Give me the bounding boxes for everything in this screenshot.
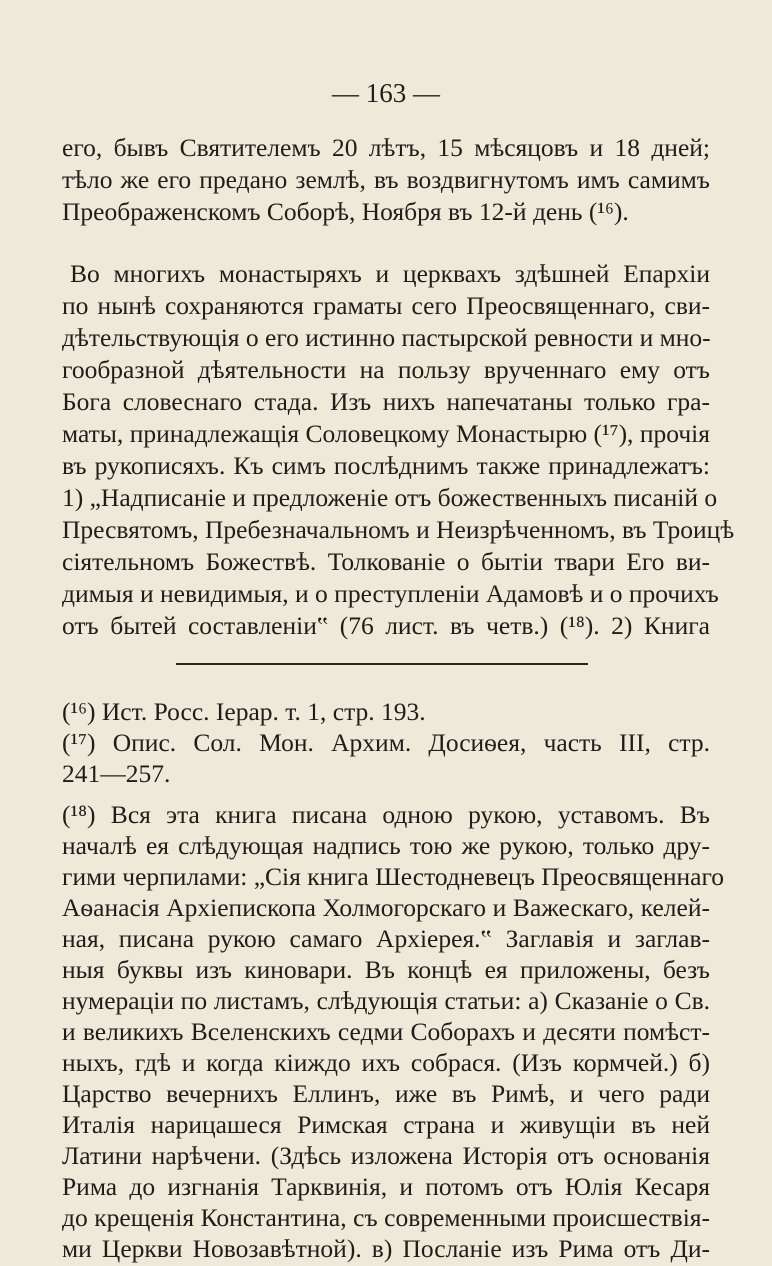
text-line: сіятельномъ Божествѣ. Толкованіе о бытіи твари Его ви- [62, 547, 710, 576]
text-line: гообразной дѣятельности на пользу врученнаго ему отъ [62, 355, 710, 384]
footnote-line: ная, писана рукою самаго Архіерея.‟ Заглавія и заглав- [62, 924, 710, 953]
text-line: Бога словеснаго стада. Изъ нихъ напечатаны только гра- [62, 387, 710, 416]
footnote-line: до крещенія Константина, съ современными происшествія- [62, 1203, 710, 1232]
footnote-line: Латини нарѣчени. (Здѣсь изложена Исторія отъ основанія [62, 1141, 710, 1170]
text-line: Преображенскомъ Соборѣ, Ноября въ 12-й день (¹⁶). [62, 197, 629, 226]
text-line: Во многихъ монастыряхъ и церквахъ здѣшней Епархіи [70, 259, 710, 288]
text-line: его, бывъ Святителемъ 20 лѣтъ, 15 мѣсяцовъ и 18 дней; [62, 133, 710, 162]
footnote-line: (¹⁶) Ист. Росс. Іерар. т. 1, стр. 193. [62, 697, 426, 726]
text-line: дѣтельствующія о его истинно пастырской ревности и мно- [62, 323, 711, 352]
footnote-line: и великихъ Вселенскихъ седми Соборахъ и десяти помѣст- [62, 1017, 710, 1046]
footnote-line: нумераціи по листамъ, слѣдующія статьи: а) Сказаніе о Св. [62, 986, 710, 1015]
footnotes [62, 696, 725, 1264]
main-text-para-2 [62, 258, 735, 642]
text-line: по нынѣ сохраняются граматы сего Преосвященнаго, сви- [62, 291, 710, 320]
footnote-line: Царство вечернихъ Еллинъ, иже въ Римѣ, и чего ради [62, 1079, 710, 1108]
footnote-line: началѣ ея слѣдующая надпись тою же рукою, только дру- [62, 831, 710, 860]
page-number: — 163 — [332, 78, 440, 108]
text-line: 1) „Надписаніе и предложеніе отъ божественныхъ писаній о [62, 483, 718, 512]
main-text-para-1 [62, 132, 710, 228]
text-line: Пресвятомъ, Пребезначальномъ и Неизрѣченномъ, въ Троицѣ [62, 515, 735, 544]
text-line: маты, принадлежащія Соловецкому Монастырю (¹⁷), прочія [62, 419, 710, 448]
text-line: тѣло же его предано землѣ, въ воздвигнутомъ имъ самимъ [62, 165, 710, 194]
footnote-line: ныхъ, гдѣ и когда кіиждо ихъ собрася. (Изъ кормчей.) б) [62, 1048, 710, 1077]
footnote-line: 241—257. [62, 759, 171, 788]
footnote-line: (¹⁷) Опис. Сол. Мон. Архим. Досиѳея, часть III, стр. [62, 728, 710, 757]
footnote-divider [176, 663, 588, 665]
footnote-line: ныя буквы изъ киновари. Въ концѣ ея приложены, безъ [62, 955, 710, 984]
footnote-line: Италія нарицашеся Римская страна и живущіи въ ней [62, 1110, 710, 1139]
footnote-line: гими черпилами: „Сія книга Шестодневецъ Преосвященнаго [62, 862, 725, 891]
footnote-line: Аѳанасія Архіепископа Холмогорскаго и Важескаго, келей- [62, 893, 710, 922]
footnote-line: ми Церкви Новозавѣтной). в) Посланіе изъ Рима отъ Ди- [62, 1234, 710, 1263]
text-line: въ рукописяхъ. Къ симъ послѣднимъ также принадлежатъ: [62, 451, 710, 480]
footnote-line: (¹⁸) Вся эта книга писана одною рукою, уставомъ. Въ [62, 800, 710, 829]
text-line: отъ бытей составленіи‟ (76 лист. въ четв.) (¹⁸). 2) Книга [62, 611, 710, 640]
footnote-line: Рима до изгнанія Тарквинія, и потомъ отъ Юлія Кесаря [62, 1172, 710, 1201]
text-line: димыя и невидимыя, и о преступленіи Адамовѣ и о прочихъ [62, 579, 719, 608]
